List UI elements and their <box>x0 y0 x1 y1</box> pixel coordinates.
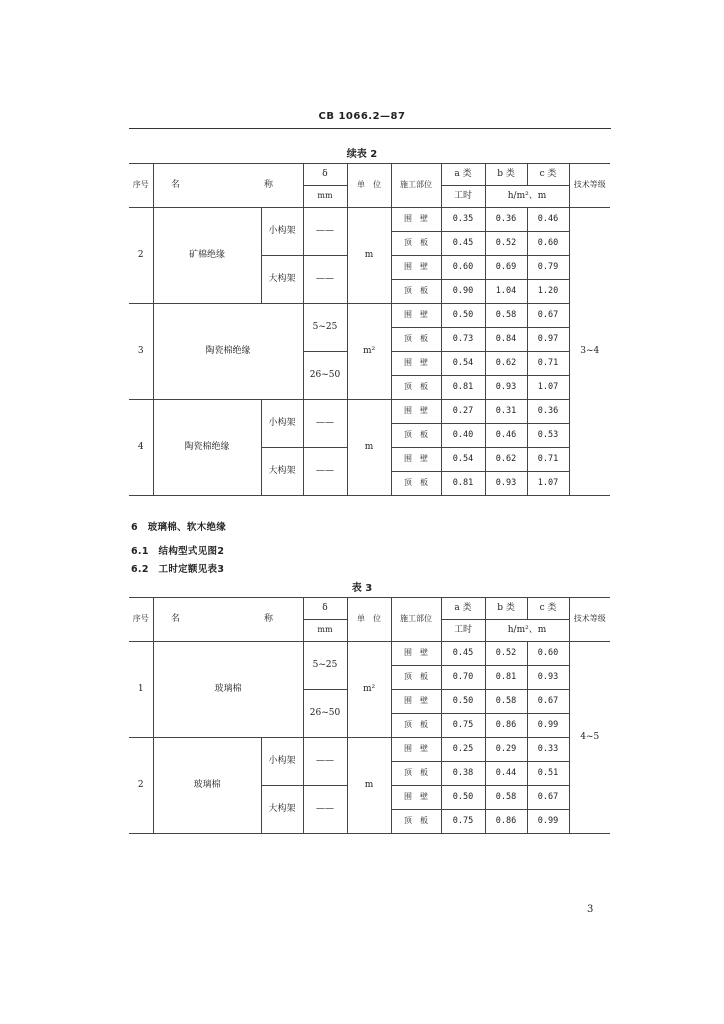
part-cell: 顶 板 <box>391 328 441 352</box>
sub-delta: 26~50 <box>303 690 347 738</box>
value-c: 0.60 <box>527 642 569 666</box>
header-name: 名 称 <box>153 164 303 208</box>
part-cell: 围 壁 <box>391 642 441 666</box>
sub-label: 大构架 <box>261 448 303 496</box>
header-rule <box>129 128 611 129</box>
header-rate-unit: h/m²、m <box>485 620 569 642</box>
row-unit: m² <box>347 642 391 738</box>
row-name: 矿棉绝缘 <box>153 208 261 304</box>
value-a: 0.45 <box>441 642 485 666</box>
value-c: 0.71 <box>527 352 569 376</box>
header-part: 施工部位 <box>391 164 441 208</box>
value-b: 0.29 <box>485 738 527 762</box>
value-b: 0.58 <box>485 304 527 328</box>
part-cell: 围 壁 <box>391 208 441 232</box>
table3 <box>129 597 610 834</box>
sub-delta: 5~25 <box>303 304 347 352</box>
part-cell: 顶 板 <box>391 232 441 256</box>
page-number: 3 <box>587 904 594 915</box>
value-b: 0.69 <box>485 256 527 280</box>
value-b: 0.93 <box>485 376 527 400</box>
sub-label: 大构架 <box>261 256 303 304</box>
value-c: 0.67 <box>527 786 569 810</box>
sub-delta: 5~25 <box>303 642 347 690</box>
row-name: 陶瓷棉绝缘 <box>153 304 303 400</box>
header-seq: 序号 <box>129 598 153 642</box>
header-name: 名 称 <box>153 598 303 642</box>
part-cell: 围 壁 <box>391 786 441 810</box>
sub-delta: —— <box>303 208 347 256</box>
value-b: 0.62 <box>485 352 527 376</box>
row-unit: m <box>347 400 391 496</box>
value-a: 0.50 <box>441 304 485 328</box>
value-a: 0.81 <box>441 376 485 400</box>
row-unit: m <box>347 208 391 304</box>
value-c: 0.53 <box>527 424 569 448</box>
sub-delta: —— <box>303 448 347 496</box>
part-cell: 围 壁 <box>391 304 441 328</box>
row-seq: 2 <box>129 208 153 304</box>
part-cell: 围 壁 <box>391 400 441 424</box>
value-a: 0.73 <box>441 328 485 352</box>
value-c: 0.79 <box>527 256 569 280</box>
value-c: 0.97 <box>527 328 569 352</box>
value-a: 0.75 <box>441 810 485 834</box>
row-name: 玻璃棉 <box>153 642 303 738</box>
value-b: 0.62 <box>485 448 527 472</box>
header-b: b 类 <box>485 164 527 186</box>
part-cell: 围 壁 <box>391 738 441 762</box>
header-seq: 序号 <box>129 164 153 208</box>
value-c: 0.71 <box>527 448 569 472</box>
part-cell: 顶 板 <box>391 472 441 496</box>
value-a: 0.50 <box>441 690 485 714</box>
value-c: 0.99 <box>527 714 569 738</box>
value-a: 0.27 <box>441 400 485 424</box>
value-b: 0.86 <box>485 810 527 834</box>
value-c: 0.36 <box>527 400 569 424</box>
row-name: 玻璃棉 <box>153 738 261 834</box>
header-delta-unit: mm <box>303 620 347 642</box>
header-delta: δ <box>303 598 347 620</box>
value-c: 0.67 <box>527 690 569 714</box>
header-rate-unit: h/m²、m <box>485 186 569 208</box>
part-cell: 顶 板 <box>391 666 441 690</box>
section-item-2: 6.2 工时定额见表3 <box>131 564 225 575</box>
value-c: 0.93 <box>527 666 569 690</box>
header-delta: δ <box>303 164 347 186</box>
sub-delta: —— <box>303 400 347 448</box>
value-c: 0.67 <box>527 304 569 328</box>
table2 <box>129 163 610 496</box>
header-c: c 类 <box>527 164 569 186</box>
header-unit: 单 位 <box>347 598 391 642</box>
value-a: 0.40 <box>441 424 485 448</box>
row-seq: 4 <box>129 400 153 496</box>
value-c: 1.07 <box>527 376 569 400</box>
row-unit: m <box>347 738 391 834</box>
header-grade: 技术等级 <box>569 164 610 208</box>
part-cell: 顶 板 <box>391 714 441 738</box>
header-part: 施工部位 <box>391 598 441 642</box>
value-b: 0.44 <box>485 762 527 786</box>
sub-label: 大构架 <box>261 786 303 834</box>
value-a: 0.60 <box>441 256 485 280</box>
value-a: 0.25 <box>441 738 485 762</box>
value-c: 0.46 <box>527 208 569 232</box>
header-grade: 技术等级 <box>569 598 610 642</box>
value-c: 0.60 <box>527 232 569 256</box>
header-delta-unit: mm <box>303 186 347 208</box>
header-b: b 类 <box>485 598 527 620</box>
header-hours: 工时 <box>441 620 485 642</box>
header-a: a 类 <box>441 164 485 186</box>
value-b: 1.04 <box>485 280 527 304</box>
grade-cell: 3~4 <box>569 208 610 496</box>
value-a: 0.54 <box>441 352 485 376</box>
part-cell: 顶 板 <box>391 810 441 834</box>
row-seq: 3 <box>129 304 153 400</box>
part-cell: 顶 板 <box>391 762 441 786</box>
table2-caption: 续表 2 <box>346 149 378 160</box>
value-a: 0.81 <box>441 472 485 496</box>
part-cell: 顶 板 <box>391 376 441 400</box>
sub-label: 小构架 <box>261 738 303 786</box>
sub-delta: 26~50 <box>303 352 347 400</box>
value-a: 0.50 <box>441 786 485 810</box>
value-b: 0.58 <box>485 690 527 714</box>
value-b: 0.31 <box>485 400 527 424</box>
value-a: 0.90 <box>441 280 485 304</box>
section-title: 6 玻璃棉、软木绝缘 <box>131 522 227 533</box>
part-cell: 顶 板 <box>391 424 441 448</box>
part-cell: 围 壁 <box>391 352 441 376</box>
header-unit: 单 位 <box>347 164 391 208</box>
sub-delta: —— <box>303 786 347 834</box>
header-c: c 类 <box>527 598 569 620</box>
value-c: 0.33 <box>527 738 569 762</box>
part-cell: 围 壁 <box>391 448 441 472</box>
value-a: 0.35 <box>441 208 485 232</box>
value-a: 0.45 <box>441 232 485 256</box>
header-a: a 类 <box>441 598 485 620</box>
value-a: 0.54 <box>441 448 485 472</box>
value-c: 0.51 <box>527 762 569 786</box>
row-name: 陶瓷棉绝缘 <box>153 400 261 496</box>
sub-delta: —— <box>303 256 347 304</box>
value-c: 1.07 <box>527 472 569 496</box>
part-cell: 顶 板 <box>391 280 441 304</box>
row-seq: 2 <box>129 738 153 834</box>
value-b: 0.52 <box>485 232 527 256</box>
value-b: 0.52 <box>485 642 527 666</box>
value-c: 0.99 <box>527 810 569 834</box>
value-b: 0.81 <box>485 666 527 690</box>
value-b: 0.58 <box>485 786 527 810</box>
value-b: 0.46 <box>485 424 527 448</box>
sub-label: 小构架 <box>261 208 303 256</box>
value-a: 0.38 <box>441 762 485 786</box>
row-unit: m² <box>347 304 391 400</box>
part-cell: 围 壁 <box>391 690 441 714</box>
section-item-1: 6.1 结构型式见图2 <box>131 546 225 557</box>
sub-delta: —— <box>303 738 347 786</box>
value-b: 0.93 <box>485 472 527 496</box>
standard-code: CB 1066.2—87 <box>318 111 406 122</box>
grade-cell: 4~5 <box>569 642 610 834</box>
value-b: 0.36 <box>485 208 527 232</box>
value-b: 0.86 <box>485 714 527 738</box>
table3-caption: 表 3 <box>351 583 373 594</box>
part-cell: 围 壁 <box>391 256 441 280</box>
value-a: 0.75 <box>441 714 485 738</box>
sub-label: 小构架 <box>261 400 303 448</box>
value-b: 0.84 <box>485 328 527 352</box>
header-hours: 工时 <box>441 186 485 208</box>
value-a: 0.70 <box>441 666 485 690</box>
value-c: 1.20 <box>527 280 569 304</box>
row-seq: 1 <box>129 642 153 738</box>
